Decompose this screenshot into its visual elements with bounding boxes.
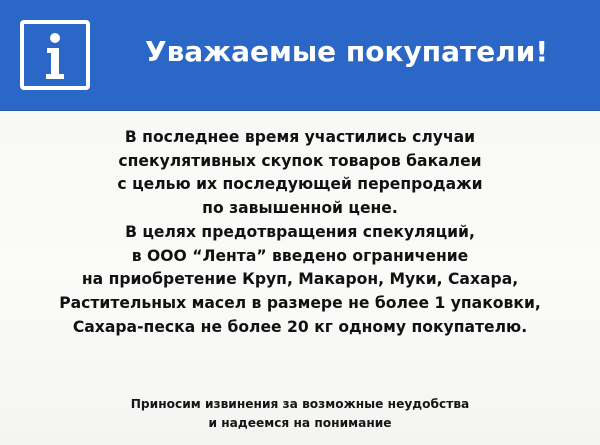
apology-line: Приносим извинения за возможные неудобства <box>130 397 470 411</box>
notice-line: Растительных масел в размере не более 1 упаковки, <box>59 293 541 312</box>
notice-line: В последнее время участились случаи <box>124 128 476 146</box>
notice-line: в ООО “Лента” введено ограничение <box>131 246 469 265</box>
notice-line: на приобретение Круп, Макарон, Муки, Сахара, <box>81 270 519 289</box>
notice-text <box>0 126 600 339</box>
apology-text <box>0 395 600 433</box>
notice-line: по завышенной цене. <box>202 199 398 218</box>
notice-line: В целях предотвращения спекуляций, <box>125 222 475 241</box>
notice-line: с целью их последующей перепродажи <box>117 175 483 194</box>
info-icon <box>20 20 90 90</box>
header-banner <box>0 0 600 111</box>
notice-line: спекулятивных скупок товаров бакалеи <box>118 151 482 170</box>
notice-line: Сахара-песка не более 20 кг одному покупателю. <box>72 317 528 336</box>
banner-title: Уважаемые покупатели! <box>145 35 549 68</box>
apology-line: и надеемся на понимание <box>208 416 392 430</box>
